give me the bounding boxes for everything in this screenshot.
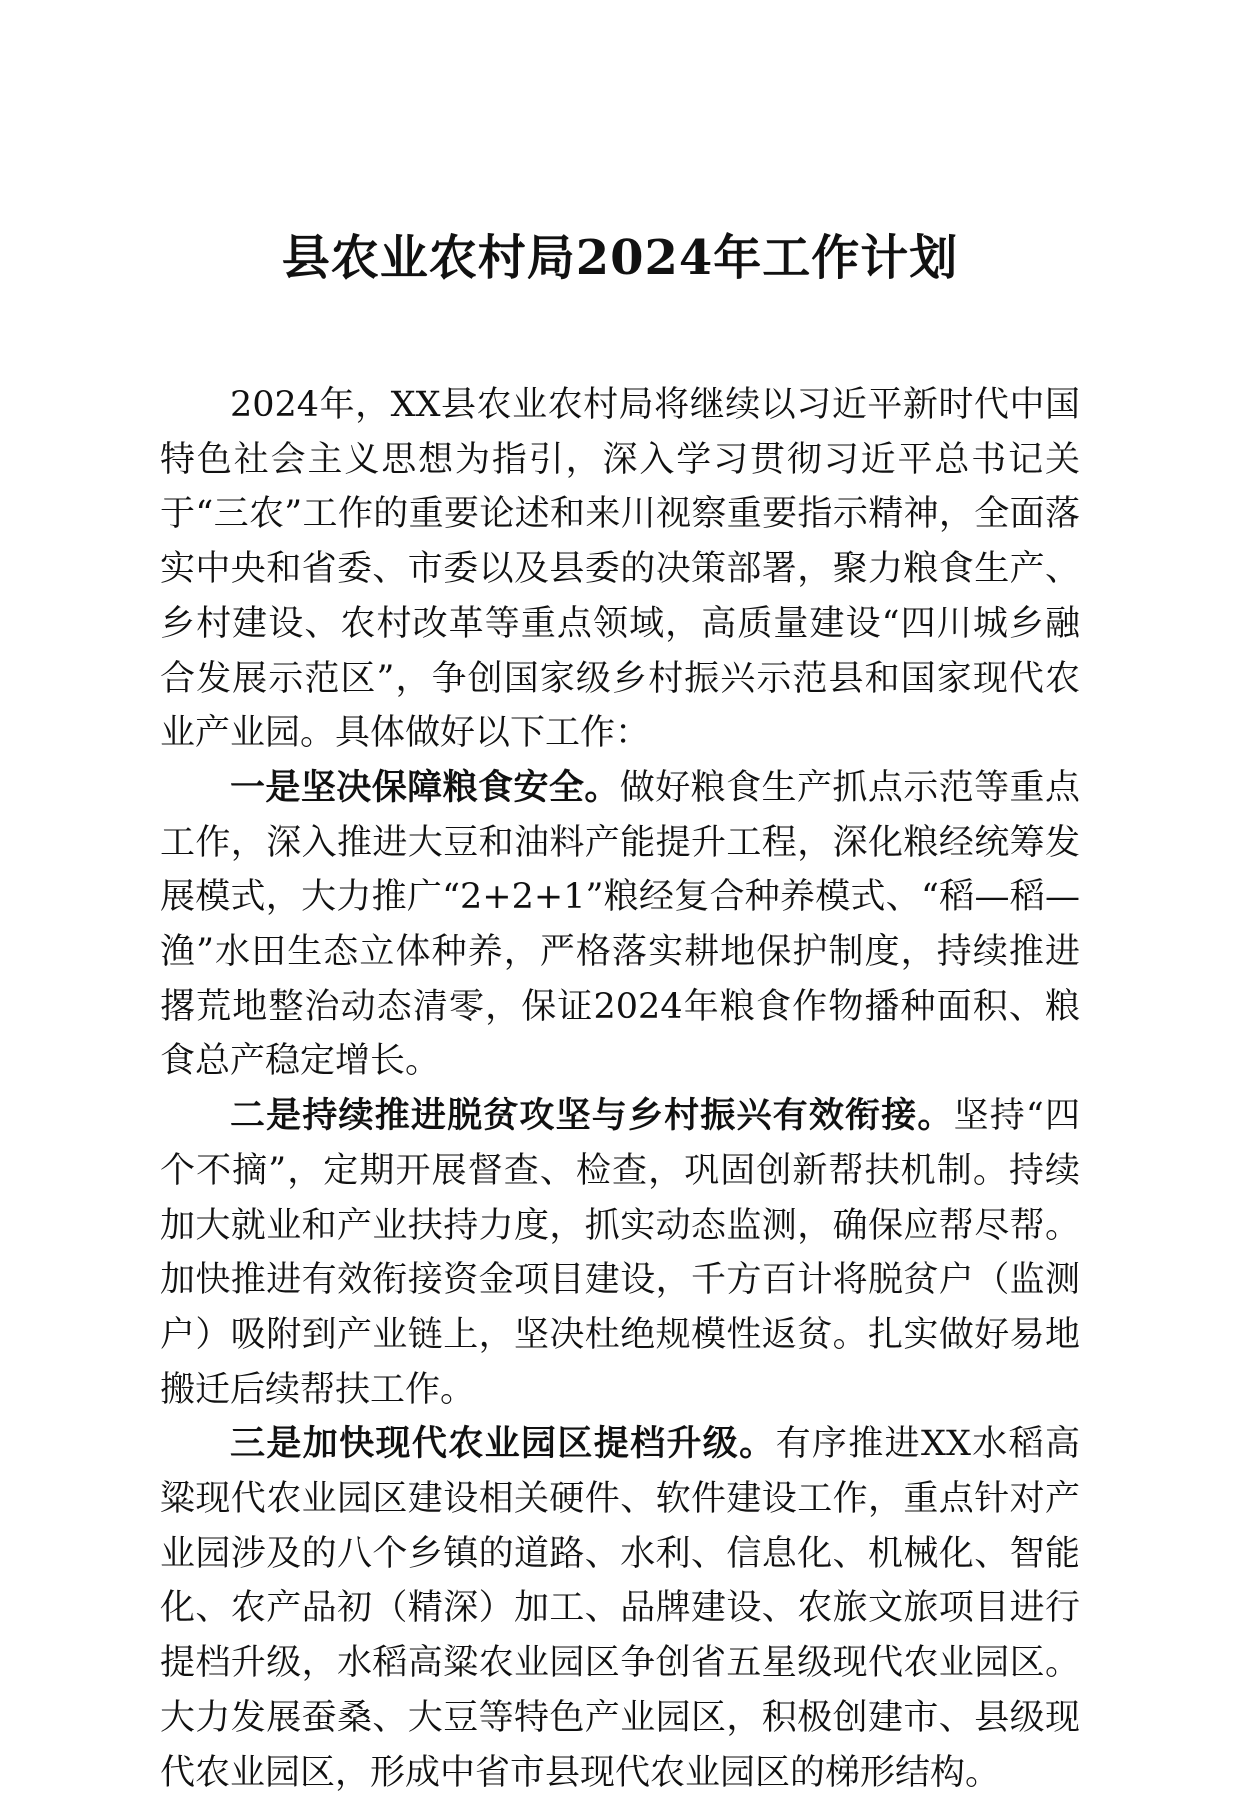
document-title: 县农业农村局2024年工作计划: [281, 230, 959, 286]
section-paragraph-grain-security: [160, 761, 1080, 1089]
section-text: 有序推进XX水稻高粱现代农业园区建设相关硬件、软件建设工作，重点针对产业园涉及的八个乡镇的道路、水利、信息化、机械化、智能化、农产品初（精深）加工、品牌建设、农旅文旅项目进行提档升级，水稻高粱农业园区争创省五星级现代农业园区。大力发展蚕桑、大豆等特色产业园区，积极创建市、县级现代农业园区，形成中省市县现代农业园区的梯形结构。: [160, 1424, 1080, 1793]
document-body: [160, 378, 1080, 1800]
section-text: 坚持“四个不摘”，定期开展督查、检查，巩固创新帮扶机制。持续加大就业和产业扶持力度，抓实动态监测，确保应帮尽帮。加快推进有效衔接资金项目建设，千方百计将脱贫户（监测户）吸附到产业链上，坚决杜绝规模性返贫。扎实做好易地搬迁后续帮扶工作。: [160, 1096, 1080, 1410]
section-heading: 一是坚决保障粮食安全。: [230, 766, 620, 808]
section-text: 做好粮食生产抓点示范等重点工作，深入推进大豆和油料产能提升工程，深化粮经统筹发展模式，大力推广“2+2+1”粮经复合种养模式、“稻—稻—渔”水田生态立体种养，严格落实耕地保护制度，持续推进撂荒地整治动态清零，保证2024年粮食作物播种面积、粮食总产稳定增长。: [160, 767, 1080, 1082]
section-paragraph-rural-revitalization: [160, 1089, 1080, 1417]
section-paragraph-agricultural-parks: [160, 1417, 1080, 1800]
intro-paragraph: 2024年，XX县农业农村局将继续以习近平新时代中国特色社会主义思想为指引，深入学习贯彻习近平总书记关于“三农”工作的重要论述和来川视察重要指示精神，全面落实中央和省委、市委以及县委的决策部署，聚力粮食生产、乡村建设、农村改革等重点领域，高质量建设“四川城乡融合发展示范区”，争创国家级乡村振兴示范县和国家现代农业产业园。具体做好以下工作：: [160, 385, 1080, 754]
section-heading: 三是加快现代农业园区提档升级。: [230, 1423, 776, 1465]
section-heading: 二是持续推进脱贫攻坚与乡村振兴有效衔接。: [230, 1095, 954, 1137]
